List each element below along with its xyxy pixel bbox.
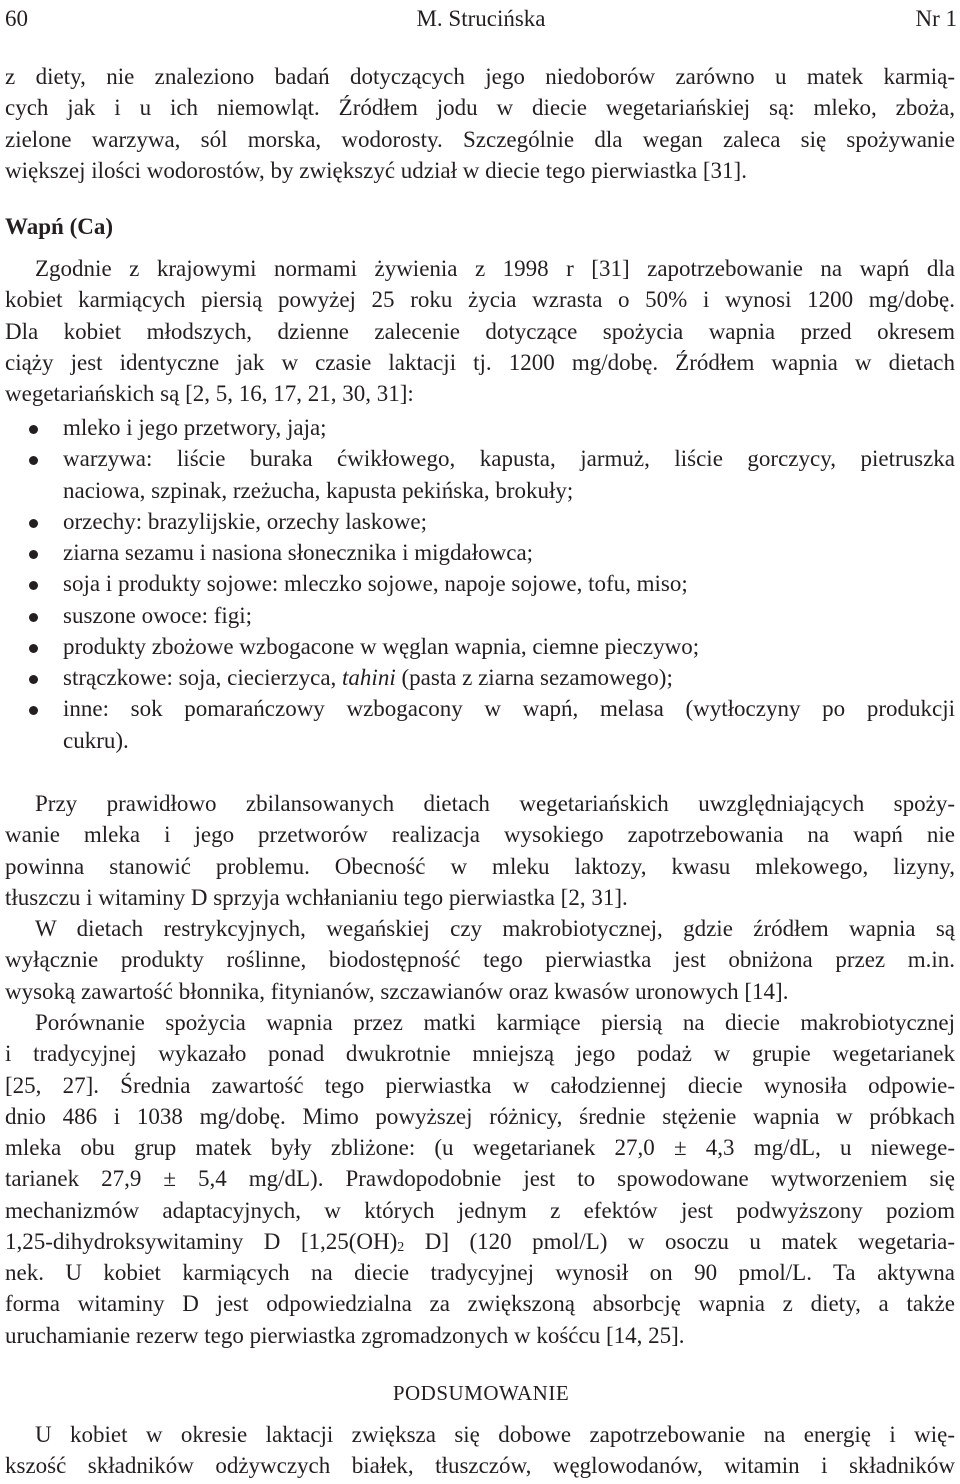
text-line: wanie mleka i jego przetworów realizacja wysokiego zapotrzebowania na wapń nie [5,822,955,848]
calcium-paragraph [5,253,957,409]
text-line: Zgodnie z krajowymi normami żywienia z 1998 r [31] zapotrzebowanie na wapń dla [35,256,955,281]
text-line: kszość składników odżywczych białek, tłuszczów, węglowodanów, witamin i składników [5,1453,955,1479]
page-number: 60 [5,6,28,31]
text-line: zielone warzywa, sól morska, wodorosty. Szczególnie dla wegan zaleca się spożywanie [5,126,955,152]
text-line: tarianek 27,9 ± 5,4 mg/dL). Prawdopodobnie jest to spowodowane wytworzeniem się [5,1166,955,1192]
text-line: nek. U kobiet karmiących na diecie tradycyjnej wynosił on 90 pmol/L. Ta aktywna [5,1260,955,1285]
list-item [5,662,957,693]
bullet-icon [29,425,38,434]
text-line: wyłącznie produkty roślinne, biodostępność tego pierwiastka jest obniżona przez m.in. [5,947,955,973]
text-line: uruchamianie rezerw tego pierwiastka zgromadzonych w kośćcu [14, 25]. [5,1322,685,1348]
text-line: Porównanie spożycia wapnia przez matki karmiące piersią na diecie makrobiotycznej [35,1010,955,1035]
list-item-text-part: (pasta z ziarna sezamowego); [395,665,673,690]
bullet-icon [29,613,38,622]
list-item [5,537,957,568]
bullet-icon [29,519,38,528]
bullet-icon [29,456,38,465]
section-heading-summary: PODSUMOWANIE [392,1381,570,1405]
list-item [5,412,957,443]
list-item-text: warzywa: liście buraka ćwikłowego, kapusta, jarmuż, liście gorczycy, pietruszka [63,446,955,472]
text-line: i tradycyjnej wykazało ponad dwukrotnie mniejszą jego podaż w grupie wegetarianek [5,1041,955,1067]
bullet-icon [29,675,38,684]
section-heading-calcium: Wapń (Ca) [5,214,113,239]
text-line: mechanizmów adaptacyjnych, w których jednym z efektów jest podwyższony poziom [5,1197,955,1223]
formula-subscript: 2 [397,1239,405,1255]
text-line: forma witaminy D jest odpowiedzialna za zwiększoną absorbcję wapnia z diety, a także [5,1291,955,1317]
text-line: W dietach restrykcyjnych, wegańskiej czy makrobiotycznej, gdzie źródłem wapnia są [35,916,955,941]
text-line [5,1226,957,1257]
text-line: wysoką zawartość błonnika, fitynianów, szczawianów oraz kwasów uronowych [14]. [5,978,789,1004]
list-item-text: produkty zbożowe wzbogacone w węglan wapnia, ciemne pieczywo; [63,633,700,659]
paragraph-comparison [5,1007,957,1351]
text-line: Dla kobiet młodszych, dzienne zalecenie dotyczące spożycia wapnia przed okresem [5,318,955,344]
bullet-icon [29,550,38,559]
formula-text: 1,25-dihydroksywitaminy D [1,25(OH) [5,1228,398,1254]
running-header [5,4,957,34]
list-item-text-part: strączkowe: soja, ciecierzyca, [63,665,343,690]
summary-paragraph [5,1419,957,1482]
text-line: tłuszczu i witaminy D sprzyja wchłanianiu tego pierwiastka [2, 31]. [5,884,628,910]
text-line: dnio 486 i 1038 mg/dobę. Mimo powyższej różnicy, średnie stężenie wapnia w próbkach [5,1103,955,1129]
list-item-text: suszone owoce: figi; [63,602,253,628]
text-line: mleka obu grup matek były zbliżone: (u wegetarianek 27,0 ± 4,3 mg/dL, u niewege- [5,1135,955,1160]
list-item-text: soja i produkty sojowe: mleczko sojowe, napoje sojowe, tofu, miso; [63,571,688,597]
list-item [5,506,957,537]
text-line: ciąży jest identyczne jak w czasie laktacji tj. 1200 mg/dobę. Źródłem wapnia w dietach [5,349,955,375]
text-line: większej ilości wodorostów, by zwiększyć udział w diecie tego pierwiastka [31]. [5,157,747,183]
list-item-text: ziarna sezamu i nasiona słonecznika i migdałowca; [63,540,534,565]
paragraph-milk [5,788,957,913]
list-item [5,443,957,506]
text-line: Przy prawidłowo zbilansowanych dietach wegetariańskich uwzględniających spoży- [35,791,955,816]
list-item [5,631,957,662]
formula-text: D] (120 pmol/L) w osoczu u matek wegetaria- [404,1228,955,1254]
text-line: wegetariańskich są [2, 5, 16, 17, 21, 30, 31]: [5,381,414,406]
list-item [5,600,957,631]
list-item-text [63,662,957,693]
running-author: M. Strucińska [416,6,546,31]
list-item [5,568,957,599]
issue-number: Nr 1 [915,6,957,31]
list-item-text: orzechy: brazylijskie, orzechy laskowe; [63,508,428,534]
intro-paragraph [5,61,957,186]
list-item-text: naciowa, szpinak, rzeżucha, kapusta pekińska, brokuły; [63,477,574,503]
italic-term: tahini [342,665,396,690]
bullet-icon [29,581,38,590]
paragraph-restrictive-diets [5,913,957,1007]
list-item-text: inne: sok pomarańczowy wzbogacony w wapń, melasa (wytłoczyny po produkcji [63,696,955,722]
text-line: kobiet karmiących piersią powyżej 25 roku życia wzrasta o 50% i wynosi 1200 mg/dobę. [5,287,955,313]
bullet-icon [29,644,38,653]
text-line: [25, 27]. Średnia zawartość tego pierwiastka w całodziennej diecie wynosiła odpowie- [5,1072,955,1098]
list-item-text: cukru). [63,727,129,753]
list-item [5,693,957,756]
text-line: powinna stanowić problemu. Obecność w mleku laktozy, kwasu mlekowego, lizyny, [5,853,955,879]
bullet-icon [29,706,38,715]
text-line: U kobiet w okresie laktacji zwiększa się dobowe zapotrzebowanie na energię i wię- [35,1422,955,1447]
text-line: cych jak i u ich niemowląt. Źródłem jodu w diecie wegetariańskiej są: mleko, zboża, [5,95,955,121]
calcium-sources-list [5,412,957,756]
text-line: z diety, nie znaleziono badań dotyczących jego niedoborów zarówno u matek karmią- [5,64,955,89]
list-item-text: mleko i jego przetwory, jaja; [63,415,327,440]
